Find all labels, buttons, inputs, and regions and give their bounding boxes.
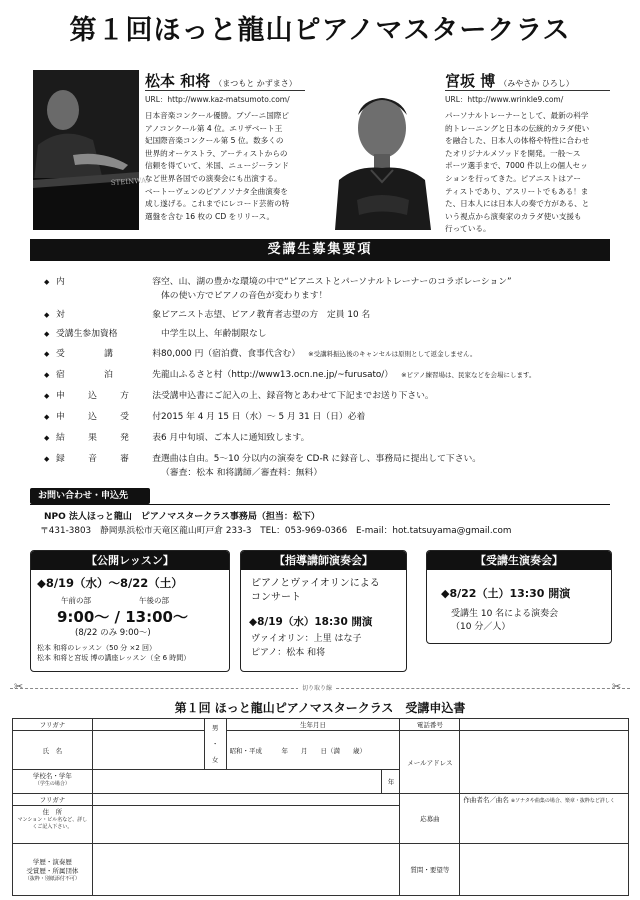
label-char: 果	[88, 433, 97, 443]
recruit-value-text: 中学生以上、年齢制限なし	[161, 329, 267, 339]
label-char: 受	[120, 412, 129, 422]
label-char: 付	[152, 412, 161, 422]
piano-brand-text: STEINWAY	[110, 176, 151, 187]
song-field[interactable]	[460, 794, 629, 844]
diamond-bullet-icon: ◆	[44, 371, 50, 379]
recruit-row	[40, 325, 610, 344]
history-label	[13, 844, 93, 896]
label-char: 宿	[56, 370, 65, 380]
concert-desc: ピアノとヴァイオリンによる	[251, 578, 380, 589]
label-char: 表	[152, 433, 161, 443]
recruit-row	[40, 306, 610, 325]
performer: ピアノ：松本 和将	[251, 648, 326, 658]
address-note: マンション・ビル名など、詳しくご記入下さい。	[17, 817, 88, 830]
recruit-value	[161, 387, 434, 406]
recruit-heading: 受講生募集要項	[30, 239, 610, 261]
address-text: 住 所	[42, 808, 63, 816]
student-concert-desc: 受講生 10 名による演奏会	[451, 609, 559, 619]
diamond-bullet-icon: ◆	[44, 278, 50, 286]
teacher-concert-date: ◆8/19（水）18:30 開演	[249, 616, 373, 628]
label-char: 審	[120, 454, 129, 464]
label-char: 料	[152, 349, 161, 359]
contact-underline	[30, 504, 610, 505]
recruit-label: 受講生参加資格	[56, 329, 118, 339]
mail-field[interactable]	[460, 731, 629, 794]
student-concert-box	[426, 550, 612, 644]
recruit-label	[56, 450, 161, 469]
diamond-bullet-icon: ◆	[44, 392, 50, 400]
label-char: 容	[152, 277, 161, 287]
instructor-name: 松本 和将	[145, 72, 211, 90]
recruit-row	[40, 387, 610, 406]
bio-line: た、日本人には日本人の奏で方がある、と	[445, 199, 590, 209]
divider	[145, 90, 305, 91]
question-field[interactable]	[460, 844, 629, 896]
recruit-value	[161, 325, 267, 344]
divider	[445, 90, 610, 91]
instructor-url-matsumoto[interactable]: URL：http://www.kaz-matsumoto.com/	[145, 95, 290, 104]
grade-label	[382, 770, 400, 794]
lesson-detail: 松本 和将のレッスン（50 分 ×2 回）	[37, 644, 157, 652]
bio-line: ベートーヴェンのピアノソナタ全曲演奏を	[145, 186, 288, 196]
bio-line: 世界的オーケストラ、アーティストからの	[145, 148, 288, 158]
recruit-value	[161, 408, 365, 427]
recruit-value	[161, 429, 309, 448]
performer: ヴァイオリン：上里 はな子	[251, 634, 362, 644]
instructor-name-miyasaka	[445, 70, 574, 91]
bio-line: 的トレーニングと日本の伝統的カラダ使い	[445, 123, 590, 133]
song-heading: 作曲者名／曲名	[463, 796, 509, 804]
label-char: 方	[120, 391, 129, 401]
lesson-detail: 松本 和将と宮坂 博の講座レッスン（全 6 時間）	[37, 654, 191, 662]
song-note: ※ソナタや曲集の場合、楽章・抜粋など詳しく	[510, 798, 615, 804]
history-note: （抜粋・別紙添付不可）	[24, 876, 80, 882]
bio-line: を融合した、日本人の体格や特性に合わせ	[445, 136, 590, 146]
teacher-concert-heading: 【指導講師演奏会】	[241, 551, 406, 570]
bio-line: 信頼を得ていて、米国、ニュージーランド	[145, 161, 289, 171]
name-text: 氏 名	[42, 746, 63, 755]
birth-text: 昭和・平成 年 月 日（満 歳）	[229, 746, 367, 755]
mail-label	[400, 731, 460, 794]
recruit-row	[40, 366, 610, 385]
instructor-bio-matsumoto	[145, 110, 310, 223]
pm-label: 午後の部	[139, 596, 169, 605]
lesson-times: 9:00～ / 13:00～	[57, 608, 188, 626]
instructor-name: 宮坂 博	[445, 72, 496, 90]
recruit-value-text: 空、山、湖の豊かな環境の中で“ピアニストとパーソナルトレーナーのコラボレーション”	[161, 277, 512, 287]
recruit-row	[40, 273, 610, 301]
diamond-bullet-icon: ◆	[44, 455, 50, 463]
contact-tab: お問い合わせ・申込先	[30, 488, 150, 504]
instructor-photo-matsumoto	[33, 70, 151, 230]
bio-line: ションを行ってきた。ピアニストはアー	[445, 173, 581, 183]
page-title: 第１回ほっと龍山ピアノマスタークラス	[69, 15, 571, 46]
address-furigana-label	[13, 794, 93, 806]
bio-line: 選盤を含む 16 枚の CD をリリース。	[145, 211, 275, 221]
public-lesson-heading: 【公開レッスン】	[31, 551, 229, 570]
scissors-icon: ✂	[14, 680, 24, 693]
bio-line: たオリジナルメソッドを開発。一般～ス	[445, 148, 581, 158]
phone-text: 電話番号	[416, 721, 443, 729]
recruit-value-text: 2015 年 4 月 15 日（水）～ 5 月 31 日（日）必着	[161, 412, 366, 422]
recruit-value-text: 80,000 円（宿泊費、食事代含む）	[161, 349, 301, 359]
cut-label: 切り取り線	[298, 683, 336, 692]
instructor-photo-miyasaka	[327, 70, 437, 230]
recruit-row	[40, 408, 610, 427]
label-char: 査	[152, 454, 161, 464]
label-char: 申	[56, 391, 65, 401]
student-concert-date: ◆8/22（土）13:30 開演	[441, 587, 571, 600]
furigana-text: フリガナ	[39, 796, 66, 804]
bio-line: ポーツ選手まで、7000 件以上の個人セッ	[445, 161, 588, 171]
birth-heading-text: 生年月日	[300, 721, 326, 729]
lesson-time-note: (8/22 のみ 9:00～)	[75, 628, 151, 638]
instructor-url-miyasaka[interactable]: URL：http://www.wrinkle9.com/	[445, 95, 564, 104]
recruit-label	[56, 387, 161, 406]
public-lesson-date: ◆8/19（水）～8/22（土）	[37, 576, 183, 590]
history-text: 受賞歴・所属団体	[26, 867, 79, 875]
recruit-value-text: 選曲は自由。5～10 分以内の演奏を CD-R に録音し、事務局に提出して下さい。	[161, 454, 482, 464]
song-label	[400, 794, 460, 844]
sex-male[interactable]: 男	[211, 724, 219, 732]
sex-field[interactable]	[204, 719, 226, 770]
school-text: 学校名・学年	[32, 772, 72, 780]
recruit-value	[161, 366, 536, 385]
phone-field[interactable]	[460, 719, 629, 731]
label-char: 法	[152, 391, 161, 401]
label-char: 先	[152, 370, 161, 380]
label-char: 対	[56, 310, 65, 320]
sex-female[interactable]: 女	[211, 756, 219, 764]
recruit-row	[40, 450, 610, 478]
song-text: 応募曲	[420, 815, 440, 823]
teacher-concert-box	[240, 550, 407, 672]
label-char: 申	[56, 412, 65, 422]
recruit-value-text: ピアニスト志望、ピアノ教育者志望の方 定員 10 名	[161, 310, 371, 320]
bio-line: パーソナルトレーナーとして、最新の科学	[445, 111, 589, 120]
label-char: 受	[56, 349, 65, 359]
bio-line: 妃国際音楽コンクール第 5 位。数多くの	[145, 136, 284, 146]
recruit-value	[161, 345, 476, 364]
bio-line: アノコンクール第 4 位。エリザベート王	[145, 123, 283, 133]
contact-address: 〒431-3803 静岡県浜松市天竜区龍山町戸倉 233-3 TEL：053-969-0366 E-mail：hot.tatsuyama@gmail.com	[40, 526, 512, 536]
recruit-sub: 体の使い方でピアノの音色が変わります！	[161, 291, 328, 301]
student-concert-heading: 【受講生演奏会】	[427, 551, 611, 570]
birth-heading	[226, 719, 400, 731]
bio-line: いう視点から演奏家のカラダ使い支援も	[445, 211, 582, 221]
furigana-label	[13, 719, 93, 731]
recruit-row	[40, 345, 610, 364]
label-char: 込	[88, 391, 97, 401]
instructor-name-matsumoto	[145, 70, 297, 91]
recruit-value	[161, 452, 481, 480]
birth-field[interactable]	[226, 731, 400, 770]
label-char: 内	[56, 277, 65, 287]
name-label	[13, 731, 93, 770]
diamond-bullet-icon: ◆	[44, 311, 50, 319]
recruit-value-text: 受講申込書にご記入の上、録音物とあわせて下記までお送り下さい。	[161, 391, 434, 401]
furigana-text: フリガナ	[39, 721, 66, 729]
recruit-note: ※ピアノ練習場は、民家などを会場にします。	[401, 371, 536, 379]
am-label: 午前の部	[61, 596, 91, 605]
label-char: 講	[104, 349, 113, 359]
diamond-bullet-icon: ◆	[44, 434, 50, 442]
address-field[interactable]	[92, 806, 400, 844]
bio-line: 行っている。	[445, 224, 491, 234]
concert-desc: コンサート	[251, 592, 301, 603]
recruit-label	[56, 273, 161, 292]
label-char: 象	[152, 310, 161, 320]
name-field[interactable]	[92, 731, 204, 770]
furigana-field[interactable]	[92, 719, 204, 731]
question-text: 質問・要望等	[410, 866, 450, 874]
recruit-value-text: 6 月中旬頃、ご本人に通知致します。	[161, 433, 310, 443]
recruit-label	[56, 429, 161, 448]
mail-text: メールアドレス	[407, 758, 453, 767]
instructor-reading: （まつもと かずまさ）	[214, 79, 297, 88]
school-note: （学生の場合）	[34, 781, 70, 787]
instructor-bio-miyasaka	[445, 110, 615, 236]
bio-line: 成し遂げる。これまでにレコード芸術の特	[145, 199, 290, 209]
recruit-value-text: 龍山ふるさと村（http://www13.ocn.ne.jp/~furusato/）	[161, 370, 394, 380]
diamond-bullet-icon: ◆	[44, 350, 50, 358]
label-char: 発	[120, 433, 129, 443]
form-title: 第１回 ほっと龍山ピアノマスタークラス 受講申込書	[174, 701, 466, 715]
address-label	[13, 806, 93, 844]
label-char: 結	[56, 433, 65, 443]
recruit-value	[161, 275, 512, 303]
label-char: 込	[88, 412, 97, 422]
question-label	[400, 844, 460, 896]
school-field[interactable]	[92, 770, 382, 794]
scissors-icon: ✂	[612, 680, 622, 693]
application-form	[12, 718, 629, 896]
recruit-value	[161, 306, 370, 325]
recruit-label	[56, 345, 161, 364]
label-char: 録	[56, 454, 65, 464]
phone-label	[400, 719, 460, 731]
history-text: 学歴・演奏歴	[32, 858, 72, 866]
recruit-label	[56, 306, 161, 325]
school-label	[13, 770, 93, 794]
recruit-sub: （審査：松本 和将講師／審査料：無料）	[161, 468, 323, 478]
grade-text: 年	[387, 778, 395, 786]
history-field[interactable]	[92, 844, 400, 896]
address-furigana-field[interactable]	[92, 794, 400, 806]
label-char: 音	[88, 454, 97, 464]
instructor-reading: （みやさか ひろし）	[499, 79, 574, 88]
label-char: 泊	[104, 370, 113, 380]
recruit-note: ※受講料振込後のキャンセルは原則として返金しません。	[308, 350, 477, 358]
sex-separator: ・	[211, 740, 219, 748]
diamond-bullet-icon: ◆	[44, 330, 50, 338]
student-concert-desc: （10 分／人）	[451, 622, 511, 632]
bio-line: 日本音楽コンクール優勝。ブゾーニ国際ピ	[145, 111, 289, 120]
recruit-label	[56, 366, 161, 385]
bio-line: など世界各国での演奏会にも出演する。	[145, 173, 282, 183]
bio-line: ティストであり、アスリートでもある！ま	[445, 186, 589, 196]
recruit-row	[40, 429, 610, 448]
public-lesson-box	[30, 550, 230, 672]
recruit-label	[56, 408, 161, 427]
contact-org: NPO 法人ほっと龍山 ピアノマスタークラス事務局（担当：松下）	[44, 512, 320, 522]
diamond-bullet-icon: ◆	[44, 413, 50, 421]
